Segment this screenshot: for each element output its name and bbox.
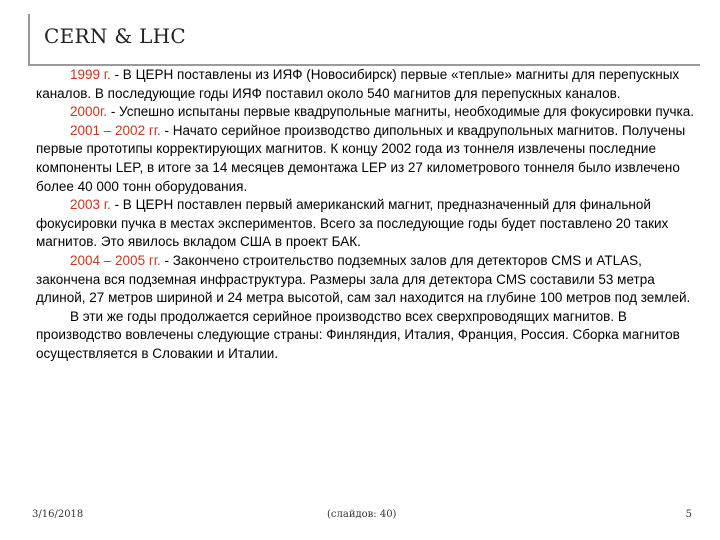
paragraph-serial-production	[36, 308, 700, 364]
paragraph-text: - Начато серийное производство дипольных и квадрупольных магнитов. Получены первые прототипы корректирующих магнитов. К концу 2002 года из тоннеля извлечены последние компоненты LEP, в итоге за 14 месяцев демонтажа LEP из 27 километрового тоннеля было извлечено более 40 000 тонн оборудования.	[36, 122, 686, 194]
paragraph-text: - В ЦЕРН поставлен первый американский магнит, предназначенный для финальной фокусировки пучка в местах экспериментов. Всего за последующие годы будет поставлено 20 таких магнитов. Это явилось вкладом США в проект БАК.	[36, 197, 669, 250]
paragraph-date: 1999 г.	[70, 67, 111, 82]
paragraph-text: - Закончено строительство подземных залов для детекторов CMS и ATLAS, закончена вся подземная инфраструктура. Размеры зала для детектора CMS составили 53 метра длиной, 27 метров шириной и 24 метра высотой, сам зал находится на глубине 100 метров под землей.	[36, 252, 691, 306]
slide-title: CERN & LHC	[44, 24, 187, 48]
paragraph-date: 2000г.	[70, 104, 108, 120]
paragraph-2004-2005	[36, 252, 700, 308]
paragraph-1999	[36, 66, 700, 103]
paragraph-text: - В ЦЕРН поставлены из ИЯФ (Новосибирск) первые «теплые» магниты для перепускных каналов. В последующие годы ИЯФ поставил около 540 магнитов для перепускных каналов.	[36, 67, 680, 101]
slide-body	[36, 66, 700, 364]
footer-slide-count: (слайдов: 40)	[327, 509, 397, 520]
title-vertical-rule	[28, 14, 30, 66]
paragraph-text: В эти же годы продолжается серийное производство всех сверхпроводящих магнитов. В производство вовлечены следующие страны: Финляндия, Италия, Франция, Россия. Сборка магнитов осуществляется в Словакии и Италии.	[36, 308, 680, 361]
paragraph-2003	[36, 196, 700, 252]
paragraph-date: 2003 г.	[70, 197, 111, 213]
paragraph-2000	[36, 103, 700, 122]
paragraph-text: - Успешно испытаны первые квадрупольные магниты, необходимые для фокусировки пучка.	[107, 104, 694, 120]
paragraph-2001-2002	[36, 122, 700, 196]
paragraph-date: 2004 – 2005 гг.	[70, 252, 161, 268]
footer-page-number: 5	[685, 509, 692, 520]
footer-date: 3/16/2018	[32, 509, 84, 520]
paragraph-date: 2001 – 2002 гг.	[70, 122, 161, 138]
